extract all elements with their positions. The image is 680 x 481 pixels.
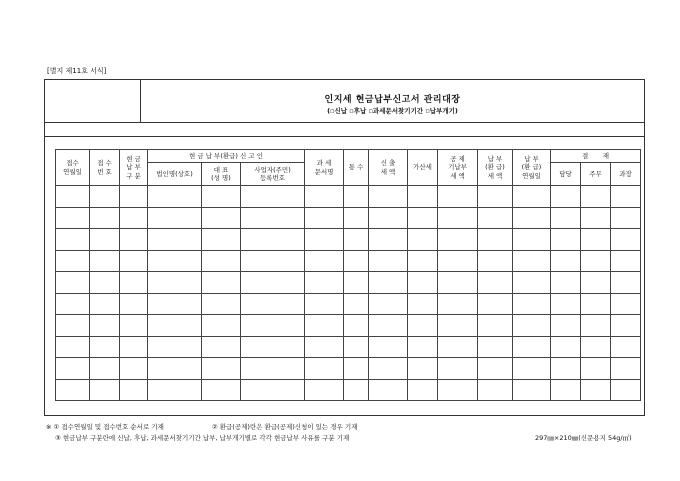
table-cell[interactable] — [305, 272, 344, 294]
header-officer: 담당 — [551, 163, 581, 186]
header-taxable-doc: 과 세 문서명 — [305, 150, 344, 186]
table-cell[interactable] — [120, 272, 148, 294]
table-cell[interactable] — [478, 379, 513, 401]
header-director: 과장 — [611, 163, 641, 186]
table-cell[interactable] — [408, 315, 438, 337]
table-cell[interactable] — [369, 229, 408, 251]
header-penalty-tax: 가산세 — [408, 150, 438, 186]
table-cell[interactable] — [369, 379, 408, 401]
table-cell[interactable] — [408, 250, 438, 272]
table-row — [56, 315, 641, 337]
table-row — [56, 293, 641, 315]
table-cell[interactable] — [148, 315, 202, 337]
table-cell[interactable] — [551, 229, 581, 251]
table-cell[interactable] — [56, 229, 90, 251]
table-cell[interactable] — [611, 315, 641, 337]
header-chief: 주무 — [581, 163, 611, 186]
table-cell[interactable] — [241, 250, 305, 272]
table-cell[interactable] — [513, 207, 551, 229]
table-cell[interactable] — [369, 315, 408, 337]
table-cell[interactable] — [90, 315, 120, 337]
table-cell[interactable] — [120, 207, 148, 229]
table-cell[interactable] — [369, 250, 408, 272]
table-cell[interactable] — [581, 186, 611, 208]
table-cell[interactable] — [202, 293, 241, 315]
table-cell[interactable] — [513, 229, 551, 251]
table-cell[interactable] — [611, 358, 641, 380]
header-blank-cell — [45, 80, 141, 122]
table-cell[interactable] — [344, 207, 369, 229]
table-cell[interactable] — [438, 293, 478, 315]
table-cell[interactable] — [478, 272, 513, 294]
table-cell[interactable] — [241, 336, 305, 358]
table-cell[interactable] — [478, 250, 513, 272]
table-cell[interactable] — [305, 358, 344, 380]
table-cell[interactable] — [551, 336, 581, 358]
header-representative: 대 표 (성 명) — [202, 163, 241, 186]
footnotes — [46, 422, 357, 444]
table-cell[interactable] — [581, 272, 611, 294]
table-cell[interactable] — [408, 336, 438, 358]
table-cell[interactable] — [408, 272, 438, 294]
table-cell[interactable] — [513, 315, 551, 337]
table-cell[interactable] — [305, 315, 344, 337]
table-cell[interactable] — [90, 336, 120, 358]
table-cell[interactable] — [90, 293, 120, 315]
table-cell[interactable] — [241, 229, 305, 251]
table-cell[interactable] — [148, 272, 202, 294]
table-cell[interactable] — [241, 358, 305, 380]
table-cell[interactable] — [478, 207, 513, 229]
table-cell[interactable] — [56, 336, 90, 358]
table-cell[interactable] — [202, 315, 241, 337]
table-row — [56, 207, 641, 229]
header-approval-group: 결 재 — [551, 150, 641, 163]
table-cell[interactable] — [202, 207, 241, 229]
table-cell[interactable] — [202, 229, 241, 251]
table-cell[interactable] — [408, 207, 438, 229]
table-cell[interactable] — [438, 207, 478, 229]
header-report-amount: 신 출 세 액 — [369, 150, 408, 186]
header-payment-type: 현 금 납 부 구 분 — [120, 150, 148, 186]
table-cell[interactable] — [513, 293, 551, 315]
paper-spec: 297㎜×210㎜(신문용지 54g/㎡) — [535, 434, 632, 442]
table-cell[interactable] — [56, 186, 90, 208]
table-cell[interactable] — [478, 229, 513, 251]
table-cell[interactable] — [408, 358, 438, 380]
table-cell[interactable] — [513, 250, 551, 272]
table-cell[interactable] — [202, 186, 241, 208]
table-cell[interactable] — [438, 250, 478, 272]
table-cell[interactable] — [202, 379, 241, 401]
table-cell[interactable] — [611, 336, 641, 358]
table-cell[interactable] — [148, 293, 202, 315]
table-cell[interactable] — [581, 315, 611, 337]
table-cell[interactable] — [551, 207, 581, 229]
table-cell[interactable] — [513, 186, 551, 208]
table-row — [56, 358, 641, 380]
table-cell[interactable] — [344, 293, 369, 315]
table-cell[interactable] — [438, 358, 478, 380]
table-row — [56, 336, 641, 358]
table-cell[interactable] — [438, 379, 478, 401]
header-payment-amount: 납 부 (환 급) 세 액 — [478, 150, 513, 186]
table-cell[interactable] — [305, 186, 344, 208]
table-cell[interactable] — [120, 186, 148, 208]
table-cell[interactable] — [551, 315, 581, 337]
table-cell[interactable] — [408, 293, 438, 315]
table-cell[interactable] — [90, 207, 120, 229]
footnote-2: ② 환급(공제)란은 환급(공제)신청이 있는 경우 기재 — [211, 423, 358, 431]
header-deduction-amount: 공 제 기납부 세 액 — [438, 150, 478, 186]
table-cell[interactable] — [120, 379, 148, 401]
table-row — [56, 379, 641, 401]
table-cell[interactable] — [120, 229, 148, 251]
table-cell[interactable] — [90, 250, 120, 272]
table-cell[interactable] — [344, 315, 369, 337]
table-cell[interactable] — [56, 207, 90, 229]
table-cell[interactable] — [551, 379, 581, 401]
table-cell[interactable] — [408, 379, 438, 401]
table-cell[interactable] — [56, 379, 90, 401]
table-cell[interactable] — [202, 358, 241, 380]
table-cell[interactable] — [369, 336, 408, 358]
table-cell[interactable] — [90, 186, 120, 208]
table-cell[interactable] — [581, 379, 611, 401]
table-cell[interactable] — [551, 272, 581, 294]
page-title: 인지세 현금납부신고서 관리대장 — [324, 95, 461, 105]
table-cell[interactable] — [408, 229, 438, 251]
table-cell[interactable] — [56, 250, 90, 272]
table-cell[interactable] — [344, 186, 369, 208]
table-cell[interactable] — [478, 336, 513, 358]
table-cell[interactable] — [90, 229, 120, 251]
header-payment-date: 납 부 (환 급) 연월일 — [513, 150, 551, 186]
table-cell[interactable] — [56, 272, 90, 294]
table-cell[interactable] — [241, 186, 305, 208]
table-cell[interactable] — [241, 315, 305, 337]
table-cell[interactable] — [438, 315, 478, 337]
table-cell[interactable] — [148, 358, 202, 380]
table-cell[interactable] — [344, 229, 369, 251]
table-cell[interactable] — [344, 379, 369, 401]
table-cell[interactable] — [56, 293, 90, 315]
table-cell[interactable] — [202, 272, 241, 294]
table-row — [56, 272, 641, 294]
table-cell[interactable] — [344, 358, 369, 380]
table-cell[interactable] — [438, 229, 478, 251]
table-cell[interactable] — [611, 229, 641, 251]
table-cell[interactable] — [581, 207, 611, 229]
table-cell[interactable] — [56, 315, 90, 337]
table-cell[interactable] — [611, 186, 641, 208]
table-cell[interactable] — [202, 336, 241, 358]
table-cell[interactable] — [120, 315, 148, 337]
table-row — [56, 250, 641, 272]
table-cell[interactable] — [611, 207, 641, 229]
table-cell[interactable] — [551, 186, 581, 208]
table-cell[interactable] — [120, 336, 148, 358]
table-cell[interactable] — [120, 250, 148, 272]
table-cell[interactable] — [148, 207, 202, 229]
table-cell[interactable] — [90, 379, 120, 401]
table-cell[interactable] — [241, 207, 305, 229]
table-row — [56, 186, 641, 208]
payment-type-options: (▫신납 ▫후납 ▫과세문서찾기기간 ▫납부개기) — [327, 107, 458, 115]
table-cell[interactable] — [513, 358, 551, 380]
footnote-1: ※ ① 접수연월일 및 접수번호 순서로 기재 — [46, 423, 164, 431]
table-cell[interactable] — [241, 379, 305, 401]
table-cell[interactable] — [56, 358, 90, 380]
table-cell[interactable] — [90, 358, 120, 380]
table-cell[interactable] — [305, 250, 344, 272]
table-cell[interactable] — [611, 272, 641, 294]
table-cell[interactable] — [305, 207, 344, 229]
table-cell[interactable] — [148, 229, 202, 251]
table-cell[interactable] — [369, 207, 408, 229]
table-cell[interactable] — [611, 379, 641, 401]
header-business-no: 사업자(주민) 등록번호 — [241, 163, 305, 186]
header-count: 통 수 — [344, 150, 369, 186]
table-cell[interactable] — [369, 293, 408, 315]
table-cell[interactable] — [369, 272, 408, 294]
table-row — [56, 229, 641, 251]
table-cell[interactable] — [305, 229, 344, 251]
table-cell[interactable] — [120, 358, 148, 380]
table-cell[interactable] — [90, 272, 120, 294]
header-receipt-date: 접수 연월일 — [56, 150, 90, 186]
table-cell[interactable] — [513, 379, 551, 401]
table-cell[interactable] — [438, 186, 478, 208]
table-cell[interactable] — [581, 336, 611, 358]
table-cell[interactable] — [551, 358, 581, 380]
table-cell[interactable] — [148, 379, 202, 401]
table-cell[interactable] — [369, 186, 408, 208]
ledger-form — [44, 79, 645, 416]
table-cell[interactable] — [581, 293, 611, 315]
table-cell[interactable] — [581, 229, 611, 251]
table-cell[interactable] — [241, 293, 305, 315]
divider — [45, 136, 644, 137]
table-cell[interactable] — [438, 272, 478, 294]
table-cell[interactable] — [581, 358, 611, 380]
table-cell[interactable] — [148, 336, 202, 358]
ledger-table — [55, 149, 641, 401]
table-cell[interactable] — [478, 186, 513, 208]
header-corp-name: 법인명(상호) — [148, 163, 202, 186]
table-cell[interactable] — [344, 272, 369, 294]
table-cell[interactable] — [611, 250, 641, 272]
table-cell[interactable] — [344, 250, 369, 272]
table-cell[interactable] — [344, 336, 369, 358]
table-cell[interactable] — [305, 336, 344, 358]
table-cell[interactable] — [369, 358, 408, 380]
table-cell[interactable] — [305, 293, 344, 315]
table-cell[interactable] — [478, 293, 513, 315]
ledger-body — [56, 186, 641, 401]
table-cell[interactable] — [551, 293, 581, 315]
form-number: [별지 제11호 서식] — [47, 67, 107, 75]
table-cell[interactable] — [551, 250, 581, 272]
table-cell[interactable] — [148, 250, 202, 272]
table-cell[interactable] — [513, 272, 551, 294]
table-cell[interactable] — [513, 336, 551, 358]
table-cell[interactable] — [120, 293, 148, 315]
table-cell[interactable] — [241, 272, 305, 294]
header-receipt-no: 접 수 번 호 — [90, 150, 120, 186]
table-cell[interactable] — [305, 379, 344, 401]
table-cell[interactable] — [148, 186, 202, 208]
table-cell[interactable] — [202, 250, 241, 272]
footnote-3: ③ 현금납부 구분란에 신납, 후납, 과세문서찾기기간 납부, 납부개기별로 각각 현금납부 사유를 구분 기재 — [55, 434, 350, 442]
table-cell[interactable] — [611, 293, 641, 315]
table-cell[interactable] — [438, 336, 478, 358]
table-cell[interactable] — [408, 186, 438, 208]
table-cell[interactable] — [478, 358, 513, 380]
table-cell[interactable] — [581, 250, 611, 272]
header-reporter-group: 현 금 납 부(환급) 신 고 인 — [148, 150, 305, 163]
table-cell[interactable] — [478, 315, 513, 337]
